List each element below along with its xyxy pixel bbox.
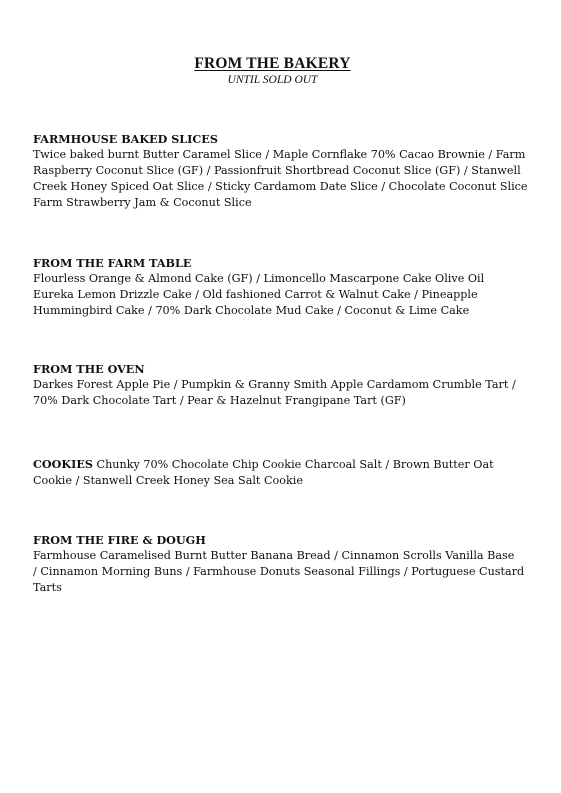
menu-line xyxy=(33,456,533,473)
menu-line: 70% Dark Chocolate Tart / Pear & Hazelnut Frangipane Tart (GF) xyxy=(33,394,406,407)
section-body xyxy=(33,548,533,596)
section-heading: FROM THE OVEN xyxy=(33,362,145,376)
section-body xyxy=(33,271,533,319)
menu-line: Tarts xyxy=(33,581,62,594)
menu-line: / Cinnamon Morning Buns / Farmhouse Donuts Seasonal Fillings / Portuguese Custard xyxy=(33,565,525,578)
menu-line: Farm Strawberry Jam & Coconut Slice xyxy=(33,196,252,209)
menu-line: Hummingbird Cake / 70% Dark Chocolate Mud Cake / Coconut & Lime Cake xyxy=(33,304,470,317)
page-subtitle: UNTIL SOLD OUT xyxy=(227,74,318,86)
section-from-the-fire-and-dough xyxy=(33,532,533,596)
section-from-the-oven xyxy=(33,361,533,409)
section-heading: FROM THE FIRE & DOUGH xyxy=(33,533,206,547)
menu-line: Twice baked burnt Butter Caramel Slice / Maple Cornflake 70% Cacao Brownie / Farm xyxy=(33,148,526,161)
section-heading: FROM THE FARM TABLE xyxy=(33,256,192,270)
section-body xyxy=(33,456,533,489)
section-body xyxy=(33,147,533,211)
section-farmhouse-baked-slices xyxy=(33,131,533,211)
section-body xyxy=(33,377,533,409)
section-heading: FARMHOUSE BAKED SLICES xyxy=(33,132,218,146)
menu-line: Farmhouse Caramelised Burnt Butter Banana Bread / Cinnamon Scrolls Vanilla Base xyxy=(33,549,515,562)
menu-line: Raspberry Coconut Slice (GF) / Passionfruit Shortbread Coconut Slice (GF) / Stanwell xyxy=(33,164,521,177)
section-from-the-farm-table xyxy=(33,255,533,319)
menu-line: Creek Honey Spiced Oat Slice / Sticky Cardamom Date Slice / Chocolate Coconut Slice xyxy=(33,180,528,193)
menu-line-text: Chunky 70% Chocolate Chip Cookie Charcoal Salt / Brown Butter Oat xyxy=(92,458,494,471)
section-cookies xyxy=(33,456,533,489)
menu-line: Darkes Forest Apple Pie / Pumpkin & Granny Smith Apple Cardamom Crumble Tart / xyxy=(33,378,516,391)
section-heading: COOKIES xyxy=(33,457,93,471)
menu-line: Eureka Lemon Drizzle Cake / Old fashioned Carrot & Walnut Cake / Pineapple xyxy=(33,288,478,301)
menu-line: Flourless Orange & Almond Cake (GF) / Limoncello Mascarpone Cake Olive Oil xyxy=(33,272,485,285)
menu-line: Cookie / Stanwell Creek Honey Sea Salt Cookie xyxy=(33,474,303,487)
page-title: FROM THE BAKERY xyxy=(194,55,351,72)
